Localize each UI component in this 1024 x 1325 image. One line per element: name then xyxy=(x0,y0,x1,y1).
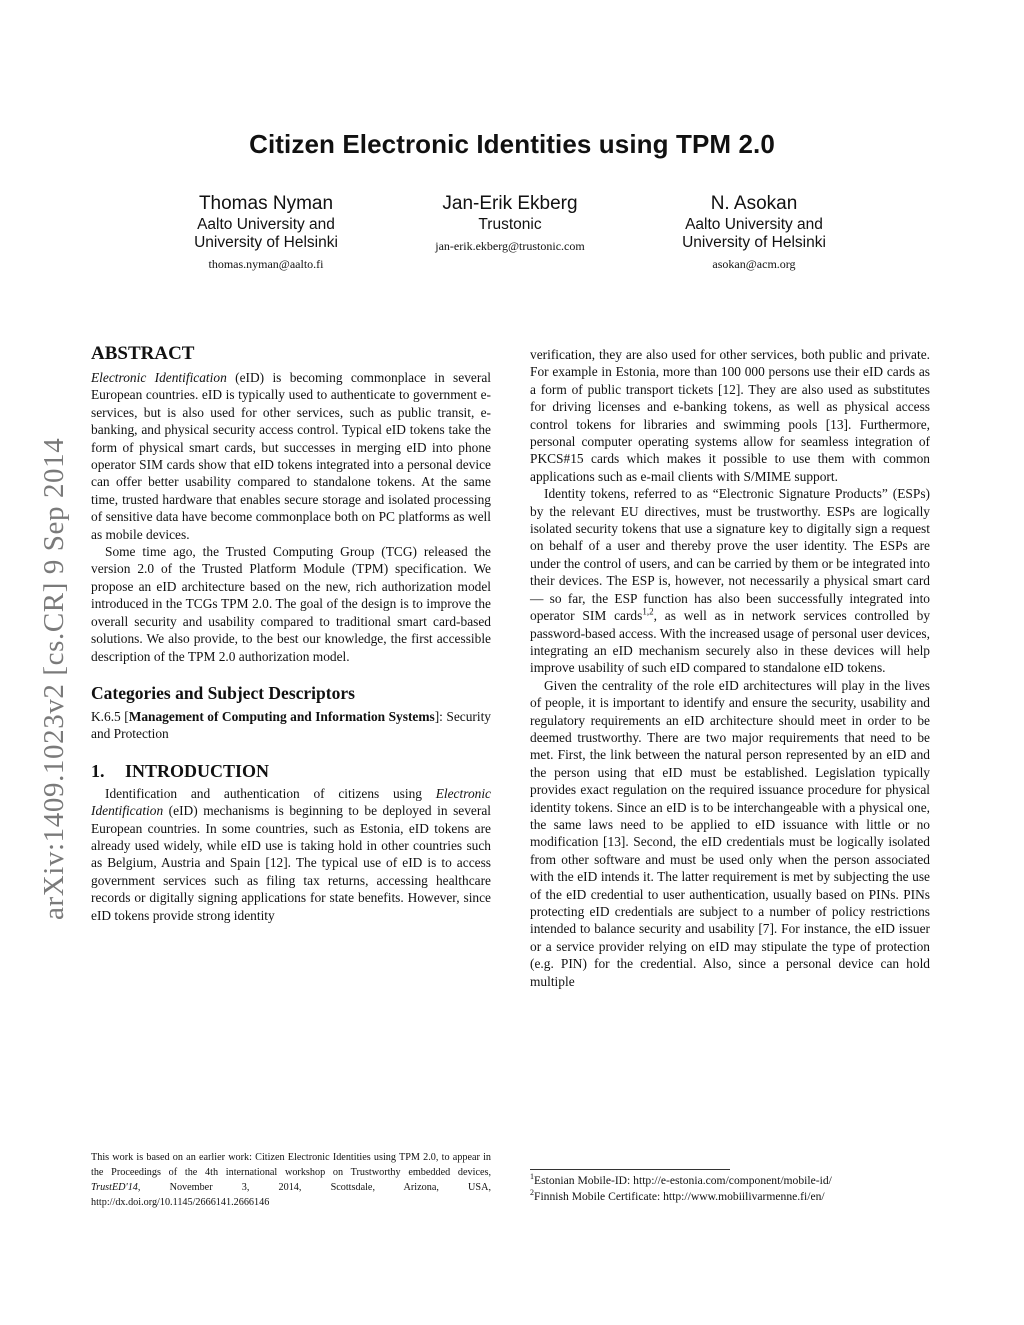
body-text: , as well as in network services controlled by password-based access. With the increased usage of personal user devices, integrating an eID mechanism securely also in these devices will help improve usability of such eID compared to standalone eID tokens. xyxy=(530,608,931,676)
intro-italic-term: Electronic Identification xyxy=(91,785,491,819)
introduction-heading xyxy=(91,760,491,782)
footnote xyxy=(530,1189,950,1205)
abstract-heading: ABSTRACT xyxy=(91,343,195,364)
abstract-text: (eID) is becoming commonplace in several European countries. eID is typically used to authenticate to government e-services, but is also used for other services, such as public transit, e-banking, and physical security access control. Typical eID tokens take the form of physical smart cards, but successes in merging eID into phone operator SIM cards show that eID tokens integrated into a personal device can offer better usability compared to standalone tokens. At the same time, trusted hardware that enables secure storage and isolated processing of sensitive data have become commonplace both on PC platforms as well as mobile devices. xyxy=(91,370,491,542)
author-block-ekberg xyxy=(385,192,635,255)
abstract-paragraph xyxy=(91,369,491,543)
author-email: thomas.nyman@aalto.fi xyxy=(208,257,324,271)
body-paragraph: verification, they are also used for other services, both public and private. For example in Estonia, more than 100 000 persons use their eID cards as a form of public transport tickets [12]. They are also used as substitutes for driving licenses and e-banking tokens, as well as physical access control tokens for libraries and swimming pools [13]. Furthermore, personal computer operating systems allow for seamless integration of PKCS#15 cards which makes it possible to use them with common applications such as e-mail clients with S/MIME support. xyxy=(530,347,930,484)
author-email: jan-erik.ekberg@trustonic.com xyxy=(435,239,585,253)
author-name: Jan-Erik Ekberg xyxy=(442,193,578,214)
arxiv-identifier: arXiv:1409.1023v2 [cs.CR] 9 Sep 2014 xyxy=(38,437,70,920)
footnote-mark: 1 xyxy=(530,1172,534,1182)
author-email: asokan@acm.org xyxy=(712,257,796,271)
right-column xyxy=(530,346,930,990)
abstract-italic-term: Electronic Identification xyxy=(91,370,227,385)
category-subject: ]: Security and Protection xyxy=(91,708,491,742)
section-title: INTRODUCTION xyxy=(125,760,270,781)
categories-heading: Categories and Subject Descriptors xyxy=(91,682,355,703)
author-affiliation: Trustonic xyxy=(478,216,542,233)
footnote-text: Finnish Mobile Certificate: http://www.mobiilivarmenne.fi/en/ xyxy=(534,1189,825,1203)
footnote xyxy=(530,1173,950,1189)
author-block-nyman xyxy=(141,192,391,273)
abstract-paragraph: Some time ago, the Trusted Computing Group (TCG) released the version 2.0 of the Trusted Platform Module (TPM) specification. We propose an eID architecture based on the new, rich authorization model introduced in the TCGs TPM 2.0. The goal of the design is to improve the overall security and usability compared to traditional smart card-based solutions. We also provide, to the best our knowledge, the first accessible description of the TPM 2.0 authorization model. xyxy=(91,544,491,664)
author-affiliation: Aalto University and xyxy=(197,216,335,233)
author-affiliation: University of Helsinki xyxy=(682,234,826,251)
author-name: Thomas Nyman xyxy=(198,193,334,214)
introduction-paragraph xyxy=(91,785,491,924)
footnote-divider xyxy=(530,1169,730,1170)
body-text: Identity tokens, referred to as “Electronic Signature Products” (ESPs) by the relevant EU directives, must be trustworthy. ESPs are logically isolated security tokens that use a signature key to digitally sign a request on behalf of a user and thereby prove the user identity. The ESPs are under the control of users, and can be carried by them or be integrated into their devices. The ESP is, however, not necessarily a physical smart card — so far, the ESP function has also been successfully integrated into operator SIM cards xyxy=(530,486,930,624)
author-block-asokan xyxy=(629,192,879,273)
body-paragraph xyxy=(530,485,930,676)
footnote-mark: 2 xyxy=(530,1187,534,1197)
footnote-marker: 1,2 xyxy=(642,606,654,617)
copyright-note xyxy=(91,1150,491,1210)
intro-text: (eID) mechanisms is beginning to be deployed in several European countries. In some countries, such as Estonia, eID tokens are already used widely, while eID use is taking hold in other countries such as Belgium, Austria and Spain [12]. The typical use of eID is to access government services such as filing tax returns, accessing healthcare records or digitally signing applications for state benefits. However, since eID tokens provide strong identity xyxy=(91,803,491,923)
author-name: N. Asokan xyxy=(710,193,798,214)
intro-text: Identification and authentication of citizens using xyxy=(105,785,436,801)
copyright-venue: TrustED'14, xyxy=(91,1182,141,1193)
copyright-text: This work is based on an earlier work: Citizen Electronic Identities using TPM 2.0, to appear in the Proceedings of the 4th international workshop on Trustworthy embedded devices, xyxy=(91,1152,491,1178)
left-column xyxy=(91,342,491,924)
footnotes xyxy=(530,1173,950,1204)
categories-text xyxy=(91,708,491,743)
body-paragraph: Given the centrality of the role eID architectures will play in the lives of people, it is important to identify and ensure the security, usability and regulatory requirements an eID architecture should meet in order to be deemed trustworthy. There are two major requirements that need to be met. First, the link between the natural person represented by an eID and the person using that eID must be established. Legislation typically provides exact regulation on the required issuance procedure for physical identity tokens. Since an eID is to be interchangeable with a physical one, the same laws need to be applied to eID issuance with little or no modification [13]. Second, the eID credentials must be logically isolated from other software and must be used only when the person associated with the eID intends it. The latter requirement is met by subjecting the use of the eID credential to user authentication, usually based on PINs. PINs protecting eID credentials are subject to a number of policy restrictions intended to balance security and usability [7]. For instance, the eID issuer or a service provider relying on eID may stipulate the type of protection (e.g. PIN) for the credential. Also, since a personal device can hold multiple xyxy=(530,677,930,989)
author-affiliation: Aalto University and xyxy=(685,216,823,233)
footnote-text: Estonian Mobile-ID: http://e-estonia.com/component/mobile-id/ xyxy=(534,1174,832,1187)
category-code: K.6.5 [ xyxy=(91,708,129,724)
paper-title: Citizen Electronic Identities using TPM 2.0 xyxy=(249,129,775,160)
author-affiliation: University of Helsinki xyxy=(194,234,338,251)
category-name: Management of Computing and Information Systems xyxy=(128,708,435,724)
copyright-text: November 3, 2014, Scottsdale, Arizona, USA, http://dx.doi.org/10.1145/2666141.2666146 xyxy=(91,1182,491,1208)
section-number: 1. xyxy=(91,760,105,781)
